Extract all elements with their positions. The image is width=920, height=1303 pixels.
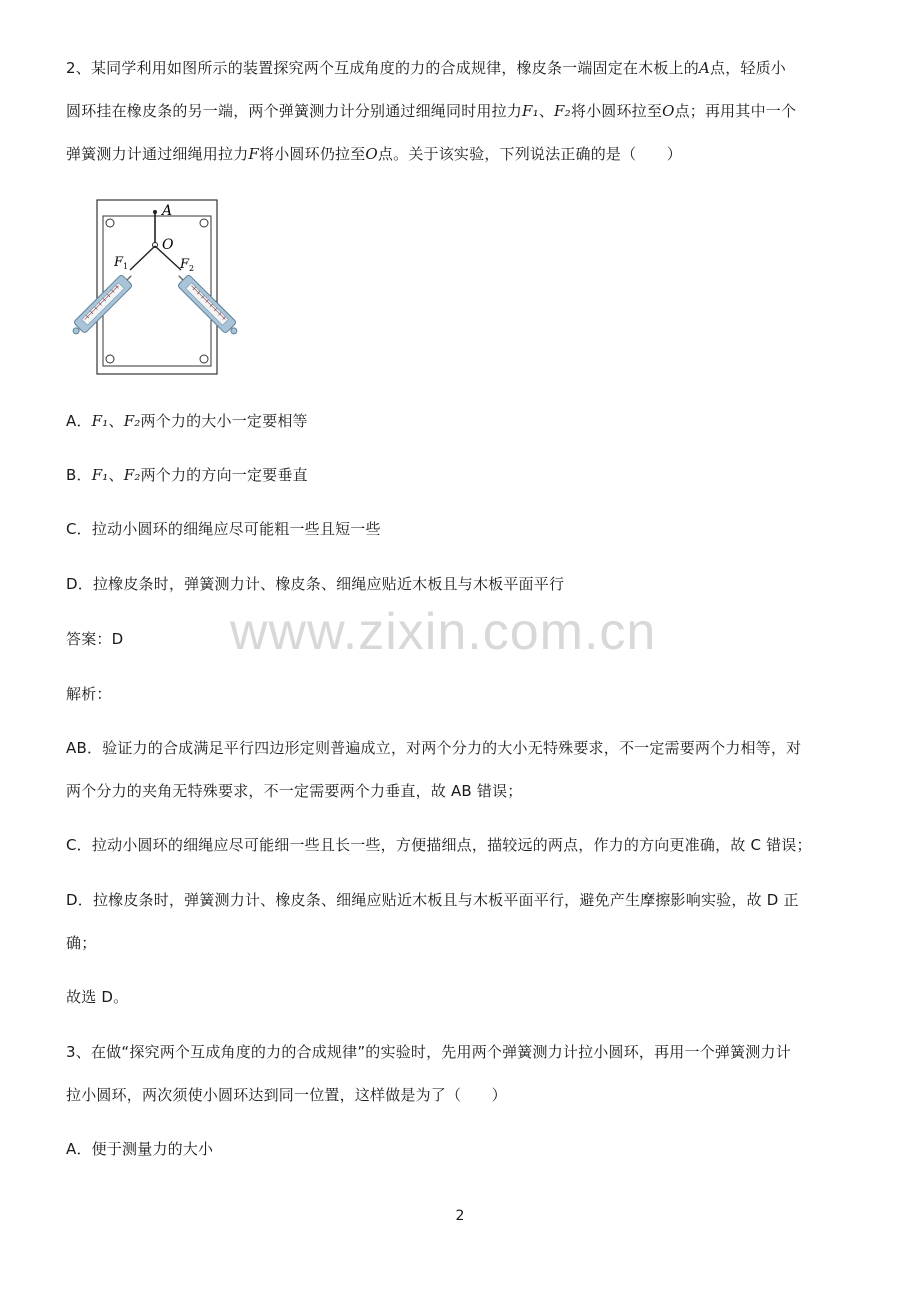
label-F2-sub: 2: [189, 264, 195, 273]
text: 点；再用其中一个: [674, 102, 797, 120]
text: 将小圆环拉至: [570, 102, 663, 120]
label-O: O: [162, 237, 174, 253]
var-F1: F₁: [91, 412, 109, 430]
watermark: www.zixin.com.cn: [230, 603, 657, 661]
var-A: A: [698, 59, 710, 77]
var-F2: F₂: [123, 466, 141, 484]
option-prefix: A．: [66, 412, 92, 430]
text: 将小圆环仍拉至: [259, 145, 366, 163]
q2-option-A: [66, 411, 308, 431]
analysis-line-3: C．拉动小圆环的细绳应尽可能细一些且长一些，方便描细点，描较远的两点，作力的方向更准确，故 C 错误；: [66, 836, 812, 854]
var-F1: F₁: [522, 102, 539, 120]
text: 2、某同学利用如图所示的装置探究两个互成角度的力的合成规律，橡皮条一端固定在木板上的: [66, 59, 699, 77]
analysis-line-2: 两个分力的夹角无特殊要求，不一定需要两个力垂直，故 AB 错误；: [66, 782, 523, 800]
q2-line-2: [66, 101, 796, 121]
label-A: A: [162, 203, 173, 219]
q2-option-B: [66, 465, 308, 485]
answer-line: 答案：D: [66, 630, 124, 648]
text: 弹簧测力计通过细绳用拉力: [66, 145, 249, 163]
q3-line-1: 3、在做“探究两个互成角度的力的合成规律”的实验时，先用两个弹簧测力计拉小圆环，再用一个弹簧测力计: [66, 1043, 791, 1061]
text: 点，轻质小: [710, 59, 787, 77]
text: 、: [538, 102, 555, 120]
q2-option-D: D．拉橡皮条时，弹簧测力计、橡皮条、细绳应贴近木板且与木板平面平行: [66, 575, 565, 593]
analysis-label: 解析：: [66, 685, 112, 703]
option-prefix: B．: [66, 466, 92, 484]
var-O: O: [662, 102, 675, 120]
text: 、: [108, 466, 124, 484]
var-F2: F₂: [123, 412, 141, 430]
analysis-line-6: 故选 D。: [66, 988, 129, 1006]
var-O: O: [365, 145, 378, 163]
text: 、: [108, 412, 124, 430]
analysis-line-4: D．拉橡皮条时，弹簧测力计、橡皮条、细绳应贴近木板且与木板平面平行，避免产生摩擦影响实验，故 D 正: [66, 891, 799, 909]
page-number: 2: [455, 1208, 465, 1224]
text: 圆环挂在橡皮条的另一端，两个弹簧测力计分别通过细绳同时用拉力: [66, 102, 523, 120]
option-text: 两个力的大小一定要相等: [140, 412, 308, 430]
q2-option-C: C．拉动小圆环的细绳应尽可能粗一些且短一些: [66, 520, 381, 538]
q2-line-1: [66, 58, 786, 78]
label-F2: F: [180, 257, 190, 272]
experiment-figure: [66, 196, 246, 378]
var-F1: F₁: [91, 466, 109, 484]
var-F: F: [248, 145, 260, 163]
label-F1: F: [114, 255, 124, 270]
q2-line-3: [66, 144, 682, 164]
var-F2: F₂: [554, 102, 571, 120]
analysis-line-5: 确；: [66, 934, 97, 952]
q3-line-2: 拉小圆环，两次须使小圆环达到同一位置，这样做是为了（ ）: [66, 1086, 507, 1104]
option-text: 两个力的方向一定要垂直: [140, 466, 308, 484]
q3-option-A: A．便于测量力的大小: [66, 1140, 214, 1158]
label-F1-sub: 1: [123, 262, 129, 271]
analysis-line-1: AB．验证力的合成满足平行四边形定则普遍成立，对两个分力的大小无特殊要求，不一定需要两个力相等，对: [66, 739, 802, 757]
text: 点。关于该实验，下列说法正确的是（ ）: [377, 145, 682, 163]
